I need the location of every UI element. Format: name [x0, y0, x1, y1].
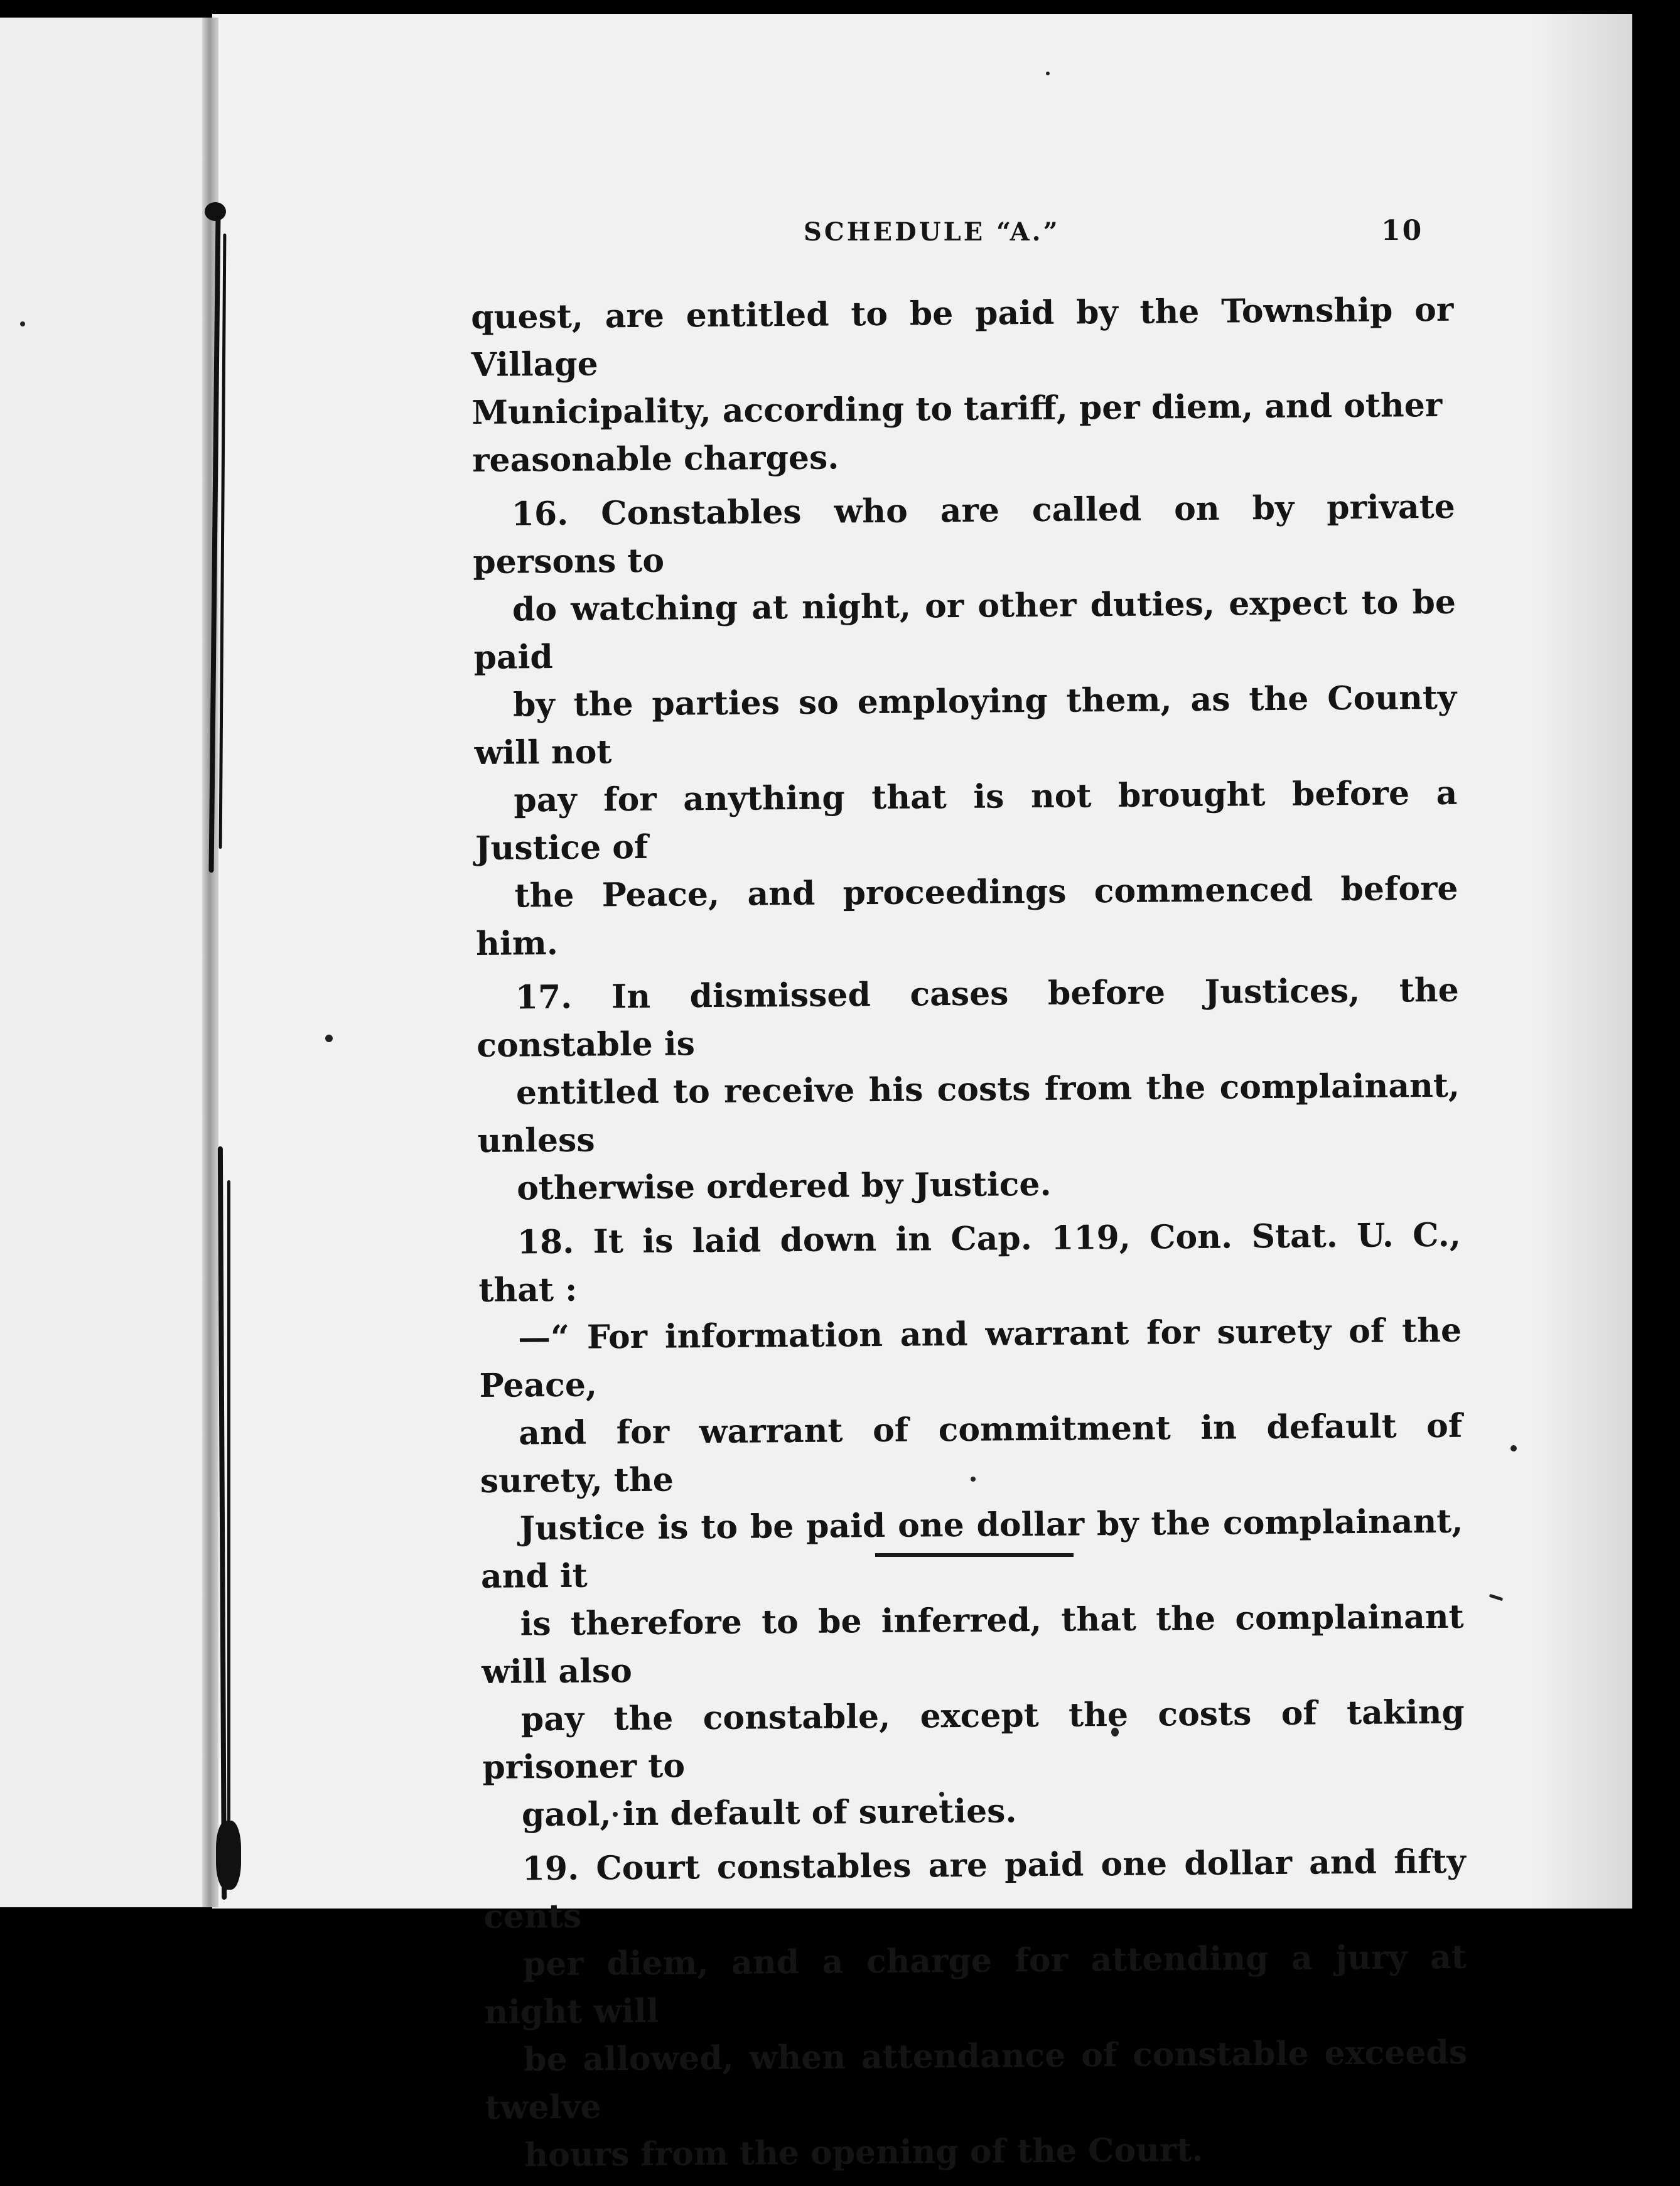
- text-line: quest, are entitled to be paid by the Township or Village: [471, 290, 1454, 384]
- speck: [325, 1035, 333, 1042]
- text-line: Justice is to be paid one dollar by the complainant, and it: [480, 1502, 1463, 1596]
- section-end-rule: [875, 1553, 1074, 1557]
- text-line: otherwise ordered by Justice.: [516, 1165, 1052, 1208]
- text-line: per diem, and a charge for attending a jury at night will: [484, 1937, 1467, 2032]
- text-line: do watching at night, or other duties, expect to be paid: [473, 583, 1457, 677]
- binding-knot-bottom: [216, 1821, 241, 1890]
- text-line: reasonable charges.: [471, 438, 839, 480]
- previous-page-edge: [0, 18, 212, 1907]
- speck: [1046, 72, 1050, 75]
- text-line: [478, 1212, 1462, 1315]
- text-line: pay for anything that is not brought before a Justice of: [475, 773, 1458, 868]
- paragraph-number: 18.: [517, 1222, 574, 1262]
- text-line-content: In dismissed cases before Justices, the constable is: [477, 971, 1459, 1065]
- text-line: gaol, in default of sureties.: [521, 1792, 1017, 1834]
- text-line: [477, 967, 1460, 1070]
- text-line: Municipality, according to tariff, per diem, and other: [471, 385, 1443, 432]
- paragraph-16: [472, 483, 1458, 968]
- text-line: [472, 483, 1455, 586]
- text-line: pay the constable, except the costs of taking prisoner to: [482, 1693, 1465, 1787]
- speck: [20, 321, 25, 326]
- running-title: SCHEDULE “A.”: [804, 217, 1060, 247]
- body-text: [471, 286, 1468, 2186]
- text-line: is therefore to be inferred, that the complainant will also: [482, 1597, 1464, 1691]
- text-line: the Peace, and proceedings commenced before him.: [475, 869, 1458, 963]
- paragraph-number: 17.: [515, 977, 573, 1017]
- page-header: [804, 217, 1431, 255]
- paragraph-continuation: [471, 286, 1455, 485]
- page-edge-shadow: [1532, 14, 1632, 1909]
- binding-thread-lower-inner: [227, 1180, 230, 1858]
- paragraph-number: 16.: [511, 494, 569, 534]
- paragraph-17: [477, 967, 1461, 1213]
- paragraph-number: 19.: [522, 1849, 579, 1888]
- text-line-content: Court constables are paid one dollar and fifty cents: [483, 1842, 1466, 1936]
- paragraph-19: [483, 1838, 1468, 2180]
- text-line: and for warrant of commitment in default of surety, the: [480, 1406, 1463, 1500]
- paragraph-18: [478, 1212, 1466, 1839]
- text-line-content: Constables who are called on by private persons to: [473, 487, 1455, 581]
- text-line: [483, 1838, 1466, 1941]
- text-line: be allowed, when attendance of constable exceeds twelve: [485, 2033, 1468, 2127]
- text-line-content: It is laid down in Cap. 119, Con. Stat. U. C., that :: [478, 1215, 1462, 1310]
- speck: [1510, 1445, 1517, 1451]
- text-line: —“ For information and warrant for surety of the Peace,: [479, 1311, 1462, 1405]
- text-line: hours from the opening of the Court.: [524, 2130, 1203, 2175]
- text-line: by the parties so employing them, as the County will not: [474, 678, 1457, 772]
- page-number: 10: [1381, 215, 1424, 247]
- text-line: entitled to receive his costs from the complainant, unless: [477, 1066, 1460, 1160]
